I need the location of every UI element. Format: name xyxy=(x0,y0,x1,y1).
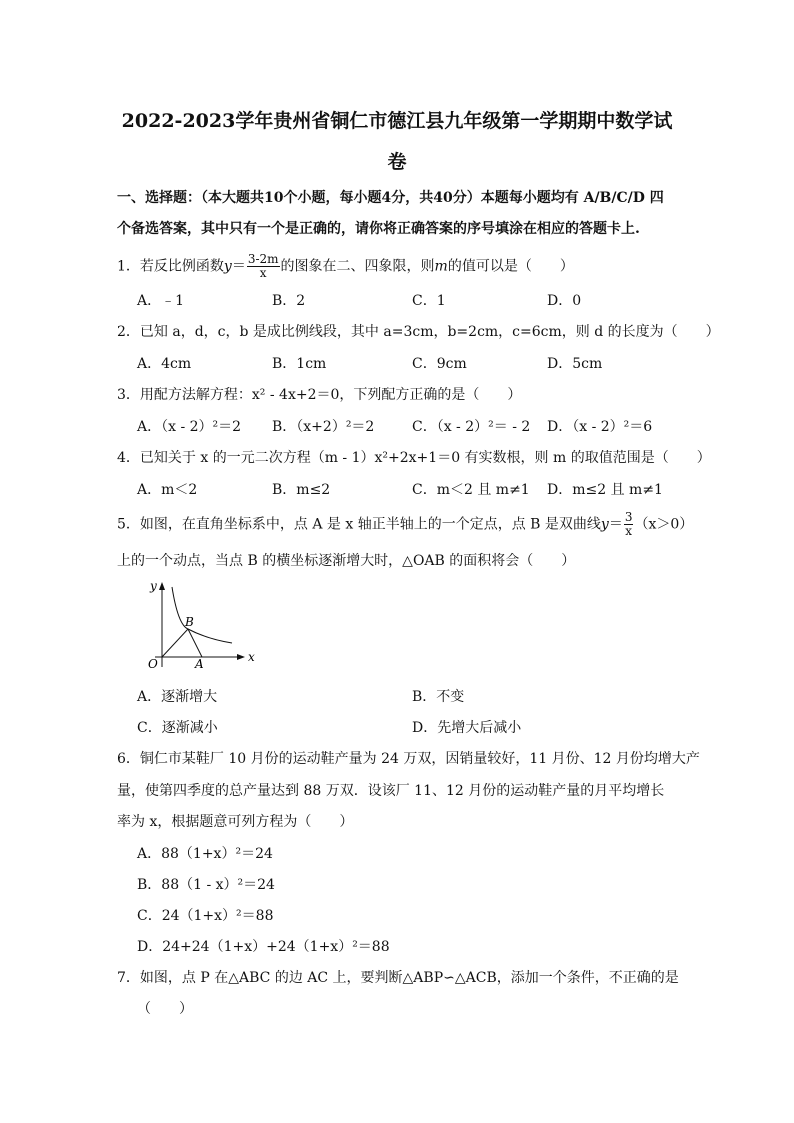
q2-option-c: C．9cm xyxy=(412,356,467,372)
question-1 xyxy=(117,253,574,280)
q3-option-c: C．（x - 2）²＝ - 2 xyxy=(412,419,531,435)
q4-option-a: A．m＜2 xyxy=(137,482,198,498)
question-6-line1: 6．铜仁市某鞋厂 10 月份的运动鞋产量为 24 万双，因销量较好，11 月份、12 月份均增大产 xyxy=(117,751,700,767)
q1-option-a: A．﹣1 xyxy=(137,293,185,309)
point-a-label: A xyxy=(195,657,204,671)
question-6-line2: 量，使第四季度的总产量达到 88 万双．设该厂 11、12 月份的运动鞋产量的月平均增长 xyxy=(117,783,665,799)
hyperbola-curve xyxy=(172,587,232,643)
document-title-line2: 卷 xyxy=(387,151,407,173)
q1-option-d: D．0 xyxy=(547,293,582,309)
question-5-line2: 上的一个动点，当点 B 的横坐标逐渐增大时，△OAB 的面积将会（ ） xyxy=(117,553,576,569)
q1-denominator: x xyxy=(259,266,267,280)
point-b-label: B xyxy=(185,615,194,629)
q6-option-b: B．88（1 - x）²＝24 xyxy=(137,877,275,893)
question-5 xyxy=(117,511,693,538)
question-6-line3: 率为 x，根据题意可列方程为（ ） xyxy=(117,814,354,830)
q5-prefix: 5．如图，在直角坐标系中，点 A 是 x 轴正半轴上的一个定点，点 B 是双曲线 xyxy=(117,516,601,533)
q3-option-d: D．（x - 2）²＝6 xyxy=(547,419,653,435)
q1-numerator: 3-2m xyxy=(247,252,279,266)
q5-fraction xyxy=(624,511,634,538)
y-axis-label: y xyxy=(150,579,157,593)
q3-option-b: B．（x+2）²＝2 xyxy=(272,419,375,435)
q5-denominator: x xyxy=(625,524,633,538)
q1-text-end: 的值可以是（ ） xyxy=(447,258,574,275)
document-title-line1: 2022-2023学年贵州省铜仁市德江县九年级第一学期期中数学试 xyxy=(121,110,673,132)
q5-option-c: C．逐渐减小 xyxy=(137,720,218,736)
q2-option-a: A．4cm xyxy=(137,356,192,372)
q1-equals: ＝ xyxy=(231,258,246,275)
q6-option-a: A．88（1+x）²＝24 xyxy=(137,846,273,862)
q2-option-d: D．5cm xyxy=(547,356,603,372)
q5-equals: ＝ xyxy=(608,516,623,533)
q4-option-b: B．m≤2 xyxy=(272,482,331,498)
q5-domain: （x＞0） xyxy=(634,516,694,533)
origin-label: O xyxy=(148,657,158,671)
q5-option-d: D．先增大后减小 xyxy=(412,720,522,736)
q4-option-c: C．m＜2 且 m≠1 xyxy=(412,482,530,498)
q4-option-d: D．m≤2 且 m≠1 xyxy=(547,482,663,498)
section-heading-line2: 个备选答案，其中只有一个是正确的，请你将正确答案的序号填涂在相应的答题卡上. xyxy=(117,221,640,237)
q1-fraction xyxy=(247,253,280,280)
x-axis-label: x xyxy=(248,650,255,664)
question-2: 2．已知 a，d，c，b 是成比例线段，其中 a=3cm，b=2cm，c=6cm，则 d 的长度为（ ） xyxy=(117,324,720,340)
q1-option-b: B．2 xyxy=(272,293,306,309)
question-4: 4．已知关于 x 的一元二次方程（m - 1）x²+2x+1＝0 有实数根，则 m 的取值范围是（ ） xyxy=(117,450,711,466)
q1-m: m xyxy=(434,258,448,275)
segment-ob xyxy=(162,629,188,657)
question-3: 3．用配方法解方程：x² - 4x+2＝0，下列配方正确的是（ ） xyxy=(117,387,522,403)
q5-numerator: 3 xyxy=(624,510,633,524)
q1-option-c: C．1 xyxy=(412,293,446,309)
q5-y: y xyxy=(600,516,609,533)
section-heading-line1: 一、选择题：（本大题共10个小题，每小题4分，共40分）本题每小题均有 A/B/C/D 四 xyxy=(117,190,664,206)
q2-option-b: B．1cm xyxy=(272,356,327,372)
q6-option-d: D．24+24（1+x）+24（1+x）²＝88 xyxy=(137,939,390,955)
segment-ab xyxy=(188,629,202,657)
q5-figure xyxy=(145,577,275,672)
question-7-line1: 7．如图，点 P 在△ABC 的边 AC 上，要判断△ABP∽△ACB，添加一个条件，不正确的是 xyxy=(117,970,679,986)
q1-text: 的图象在二、四象限，则 xyxy=(280,258,435,275)
q1-prefix: 1．若反比例函数 xyxy=(117,258,224,275)
q5-option-b: B．不变 xyxy=(412,689,465,705)
q3-option-a: A．（x - 2）²＝2 xyxy=(137,419,242,435)
q1-y: y xyxy=(223,258,232,275)
question-7-line2: （ ） xyxy=(137,1001,193,1017)
q5-option-a: A．逐渐增大 xyxy=(137,689,218,705)
q6-option-c: C．24（1+x）²＝88 xyxy=(137,908,274,924)
